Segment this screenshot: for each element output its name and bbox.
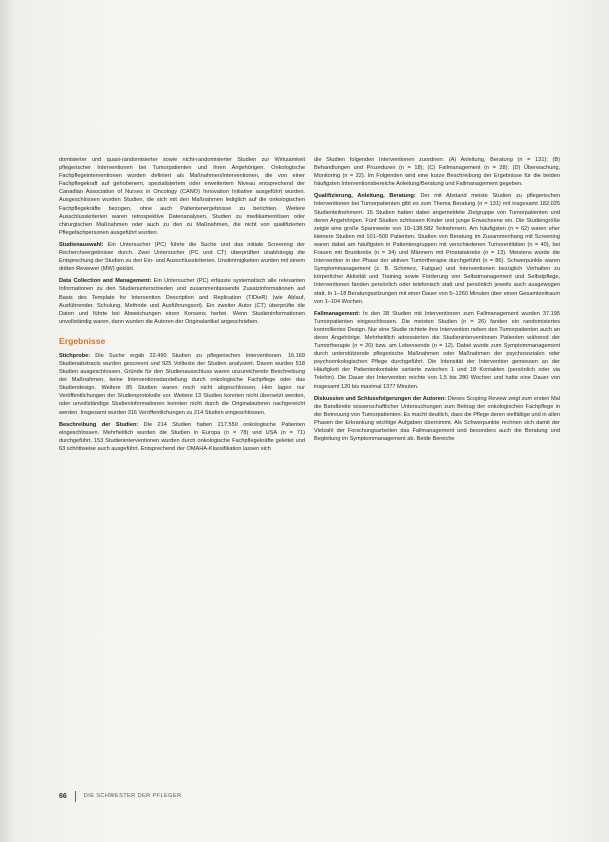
paragraph	[314, 156, 560, 188]
paragraph-heading: Stichprobe:	[59, 352, 91, 359]
paragraph-heading: Fallmanagement:	[314, 310, 361, 317]
paragraph-heading: Qualifizierung, Anleitung, Beratung:	[314, 193, 416, 200]
paragraph-heading: Data Collection and Management:	[59, 278, 152, 285]
paragraph-text: Die 214 Studien hatten 217.550 onkologische Patienten eingeschlossen. Mehrheitlich wurden die Studien in Europa (n = 78) und USA (n = 71) durchgeführt. 153 Studieninterventionen wurden durch onkologische Fachpflegekräfte geleitet und 63 schrittweise auch ausgeführt. Entsprechend der OMAHA-Klassifikation lassen sich	[59, 421, 305, 452]
paragraph-text: Ein Untersucher (PC) führte die Suche und das initiale Screening der Rechercheergebnisse durch. Zwei Untersucher (PC und CT) überprüften unabhängig die Entsprechung der Studien zu den Ein- und Ausschlusskriterien. Unstimmigkeiten wurden mit einem dritten Reviewer (MW) geklärt.	[59, 241, 305, 273]
paragraph	[59, 156, 305, 237]
paragraph	[59, 421, 305, 453]
page-footer	[59, 790, 181, 802]
paragraph-text: Ein Untersucher (PC) erfasste systematisch alle relevanten Informationen zu den Studienunterschieden und zusammenfassende Zusatzinformationen auf Basis des Template for Intervention Description and Replication (TIDieR) (wie Ablauf, Ausführender, Schulung, Methode und Ausführungsort). Ein zweiter Autor (CT) überprüfte die Daten und führte bei Abweichungen einen Konsens herbei. Wenn Studieninformationen unvollständig waren, dann wurden die Autoren der Originalartikel angeschrieben.	[59, 278, 305, 325]
paragraph	[59, 277, 305, 326]
paragraph	[314, 192, 560, 305]
footer-divider	[75, 791, 76, 802]
paragraph-text: die Studien folgenden Interventionen zuordnen: (A) Anleitung, Beratung (n = 131); (B) Behandlungen und Prozeduren (n = 18); (C) Fallmanagement (n = 28); (D) Überwachung, Monitoring (n = 22). Im Folgenden wird eine kurze Beschreibung der Ergebnisse für die beiden häufigsten Interventionsbereiche Anleitung/Beratung und Fallmanagement gegeben.	[314, 157, 560, 188]
paragraph-heading: Diskussion und Schlussfolgerungen der Autoren:	[314, 395, 447, 402]
paragraph-text: Dieses Scoping Review zeigt zum ersten Mal die Bandbreite wissenschaftlicher Untersuchungen zum Beitrag der onkologischen Fachpflege in der Betreuung von Tumorpatienten. Es macht deutlich, dass die Pflege deren vielfältige und in allen Phasen der Erkrankung wichtige Aufgaben übernimmt. Als Schwerpunkte rechnen sich damit der Vielzahl der Forschungsarbeiten das Fallmanagement und besonders auch die Beratung und Begleitung im Symptommanagement ab. Beide Bereiche	[314, 395, 560, 443]
page-number: 66	[59, 792, 67, 800]
page-gutter-shadow	[0, 0, 14, 842]
paragraph	[314, 395, 560, 444]
paragraph-text: domisierter und quasi-randomisierter sowie nicht-randomisierter Studien zur Wirksamkeit pflegerischer Interventionen bei Tumorpatienten und ihren Angehörigen. Onkologische Fachpflegeinterventionen wurden definiert als Maßnahmen/Interventionen, die von einer Fachpflegekraft auf gehobenem, spezialisiertem oder erweitertem Niveau entsprechend der Canadian Association of Nurses in Oncology (CANO) Innovation Initiative ausgeführt wurden. Ausgeschlossen wurden Studien, die sich mit den Maßnahmen lediglich auf die onkologischen Fachpflegekräfte bezogen, ohne auch Patientenergebnisse zu berichten. Weitere Ausschlusskriterien waren retrospektive Datenanalysen, Studien zu medikamentösen oder chirurgischen Maßnahmen oder auch zu den zu Maßnahmen, die nicht von qualifizierten Pflegefachpersonen ausgeführt wurden.	[59, 157, 305, 236]
section-heading-results: Ergebnisse	[59, 335, 106, 346]
right-column	[314, 156, 560, 447]
left-column	[59, 156, 305, 457]
paragraph	[314, 310, 560, 391]
paragraph-heading: Studienauswahl:	[59, 241, 104, 248]
paragraph-heading: Beschreibung der Studien:	[59, 421, 139, 428]
paragraph-text: Die Suche ergab 22.490 Studien zu pflegerischen Interventionen. 16.169 Studienabstracts wurden gescreent und 925 Volltexte der Studien analysiert. Davon wurden 518 Studien ausgeschlossen, Gründe für den Studienausschluss waren unzureichende Beschreibung der Maßnahmen, keine Interventionsdarstellung durch onkologische Fachpflege oder das Studiendesign. Weitere 85 Studien waren noch nicht abgeschlossen. Hier lagen nur Veröffentlichungen der Studienprotokolle vor. Weitere 13 Studien konnten nicht übersetzt werden, oder unvollständige Studieninformationen konnten nicht durch die Originalautoren nachgereicht werden. Insgesamt wurden 316 Veröffentlichungen zu 214 Studien eingeschlossen.	[59, 352, 305, 416]
journal-name: DIE SCHWESTER DER PFLEGER	[83, 793, 182, 799]
paragraph-text: Der mit Abstand meiste Studien zu pflegerischen Interventionen bei Tumorpatienten gibt es zum Thema Beratung (n = 131) mit insgesamt 182.025 Studienteilnehmern. 15 Studien hatten dabei angemeldete Zielgruppe von Tumorpatienten und deren Angehörigen. Fünf Studien schlossen Kinder und junge Erwachsene ein. Die Studiengröße zeigte eine große Spannweite von 10–138.582 Teilnehmern. Am häufigsten (n = 62) waren eher kleinere Studien mit 101–500 Patienten. Studien von Beratung im Zusammenhang mit Screening waren dabei am häufigsten in Patientengruppen mit verschiedenen Tumorentitäten (n = 40), bei Frauen mit Brustkrebs (n = 34) und Männern mit Prostatakrebs (n = 13). Meistens wurde die Intervention in der Phase der aktiven Tumortherapie durchgeführt (n = 86). Schwerpunkte waren Symptommanagement (z. B. Schmerz, Fatigue) und Interventionen bezüglich Verhalten zu körperlicher Aktivität und Training sowie Förderung von Selbstmanagement und Selbstpflege, Interventionen fanden persönlich oder telefonisch statt und persönlich jeweils auch ausgewogen statt. In 1–18 Beratungssitzungen mit einer Dauer von 5–1260 Minuten über einen Gesamtzeitraum von 1–104 Wochen.	[314, 193, 560, 305]
paragraph	[59, 241, 305, 273]
paragraph-text: In den 28 Studien mit Interventionen zum Fallmanagement wurden 37.195 Tumorpatienten eingeschlossen. Die meisten Studien (n = 26) fanden ein randomisiertes kontrolliertes Design. Nur eine Studie richtete ihre Intervention neben den Tumorpatienten auch an deren Angehörige. Mehrheitlich adressierten die Studieninterventionen Patienten während der Tumortherapie (n = 20) bzw. am Lebensende (n = 12). Dabei wurde zum Symptommanagement durch unterstützende pflegerische Maßnahmen oder Maßnahmen der psychosozialen oder psychoonkologischen Pflege durchgeführt. Die Intensität der Intervention gemessen an der Häufigkeit der Patientenkontakte variierte zwischen 1 und 18 Kontakten (persönlich oder via Telefon). Die Dauer der Intervention reichte von 1,5 bis 280 Wochen und hatte eine Dauer von insgesamt 120 bis maximal 1377 Minuten.	[314, 310, 560, 390]
paragraph	[59, 352, 305, 417]
